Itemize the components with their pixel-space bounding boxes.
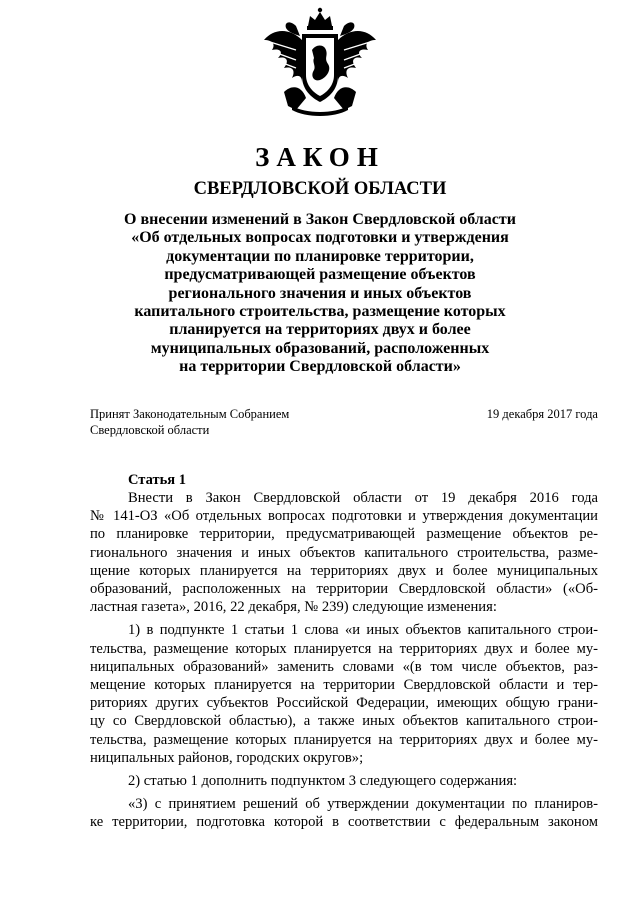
text-line: ластная газета», 2016, 22 декабря, № 239) следующие изменения: — [90, 599, 497, 616]
article-heading: Статья 1 — [128, 472, 186, 488]
title-line: на территории Свердловской области» — [179, 358, 461, 376]
text-line: цу со Свердловской областью), а также иных объектов капитального строи- — [90, 713, 598, 730]
text-line: тельства, размещение которых планируется на территориях двух и более му- — [90, 640, 598, 657]
text-line: № 141-ОЗ «Об отдельных вопросах подготовки и утверждения документации — [90, 508, 598, 525]
adoption-date: 19 декабря 2017 года — [486, 407, 598, 421]
text-line: 1) в подпункте 1 статьи 1 слова «и иных объектов капитального строи- — [128, 622, 598, 639]
title-line: документации по планировке территории, — [166, 247, 474, 265]
law-heading: ЗАКОН — [255, 142, 385, 172]
title-line: планируется на территориях двух и более — [169, 321, 471, 339]
paragraph — [90, 772, 598, 790]
coat-of-arms-icon — [262, 6, 378, 118]
title-line: «Об отдельных вопросах подготовки и утверждения — [131, 229, 509, 247]
text-line: Внести в Закон Свердловской области от 19 декабря 2016 года — [128, 490, 598, 506]
paragraph — [90, 621, 598, 767]
article-body — [90, 489, 598, 837]
text-line: риториях других субъектов Российской Федерации, имеющих общую грани- — [90, 695, 598, 712]
title-line: капитального строительства, размещение которых — [134, 303, 506, 321]
text-line: тельства, размещение которых планируется на территориях двух и более му- — [90, 731, 598, 748]
region-heading: СВЕРДЛОВСКОЙ ОБЛАСТИ — [193, 179, 447, 199]
text-line: «3) с принятием решений об утверждении документации по планиров- — [128, 796, 598, 813]
text-line: 2) статью 1 дополнить подпунктом 3 следующего содержания: — [128, 773, 518, 790]
adoption-line: Свердловской области — [90, 422, 210, 437]
law-title — [60, 211, 580, 377]
title-line: муниципальных образований, расположенных — [150, 339, 490, 357]
text-line: мещение которых планируется на территории Свердловской области и тер- — [90, 677, 598, 694]
adoption-line: Принят Законодательным Собранием — [90, 407, 290, 421]
paragraph — [90, 489, 598, 616]
adoption-body — [90, 407, 289, 438]
text-line: щение которых планируется на территориях двух и более муниципальных — [90, 562, 598, 579]
text-line: по планировке территории, предусматривающей размещение объектов ре- — [90, 526, 598, 543]
paragraph — [90, 795, 598, 831]
title-line: предусматривающей размещение объектов — [164, 266, 476, 284]
text-line: образований, расположенных на территории Свердловской области» («Об- — [90, 581, 598, 598]
text-line: ниципальных образований» заменить словами «(в том числе объектов, раз- — [90, 658, 598, 675]
title-line: регионального значения и иных объектов — [168, 284, 472, 302]
text-line: гионального значения и иных объектов капитального строительства, разме- — [90, 544, 598, 561]
text-line: ке территории, подготовка которой в соответствии с федеральным законом — [90, 814, 598, 831]
title-line: О внесении изменений в Закон Свердловской области — [124, 211, 516, 228]
text-line: ниципальных районов, городских округов»; — [90, 749, 364, 766]
